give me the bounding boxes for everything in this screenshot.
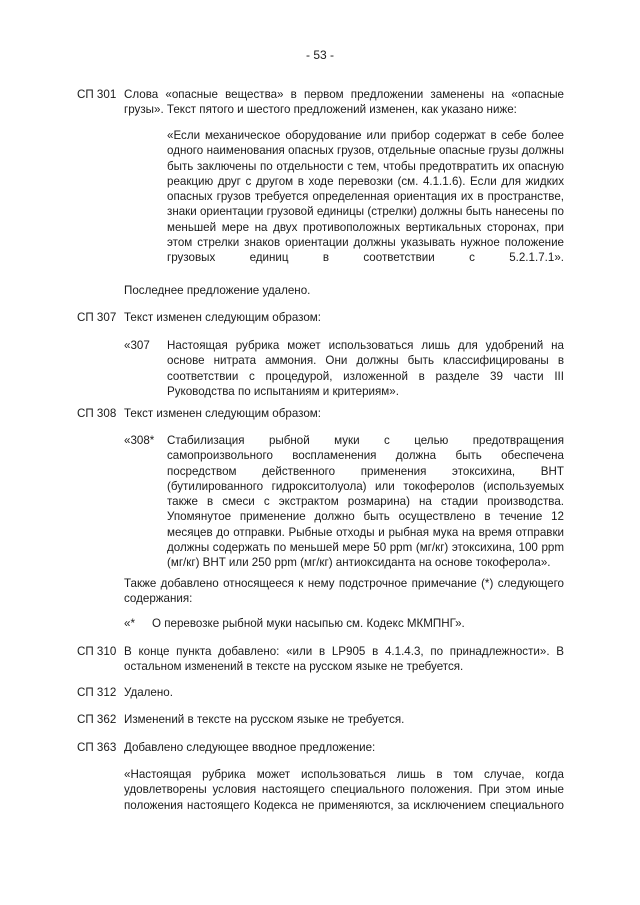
sp308-code: СП 308 — [77, 407, 117, 420]
sp363-text: Добавлено следующее вводное предложение: — [124, 741, 376, 754]
sp307-code: СП 307 — [77, 311, 117, 324]
sp301-note: Последнее предложение удалено. — [124, 284, 311, 297]
sp363-code: СП 363 — [77, 741, 117, 754]
sp312-text: Удалено. — [124, 686, 173, 699]
sp307-quote: Настоящая рубрика может использоваться лишь для удобрений на основе нитрата аммония. Они должны быть классифицированы в соответствии с процедурой, изложенной в разделе 39 части III Руководства по испытаниям и критериям». — [167, 339, 564, 398]
sp362-text: Изменений в тексте на русском языке не требуется. — [124, 713, 405, 726]
sp308-footnote-marker: «* — [124, 617, 135, 630]
sp312-code: СП 312 — [77, 686, 117, 699]
sp308-footnote-quote: О перевозке рыбной муки насыпью см. Кодекс МКМПНГ». — [152, 617, 465, 630]
sp301-code: СП 301 — [77, 88, 117, 101]
sp307-text: Текст изменен следующим образом: — [124, 311, 321, 324]
sp301-quote: «Если механическое оборудование или прибор содержат в себе более одного наименования опасных грузов, отдельные опасные грузы должны быть заключены по отдельности с тем, чтобы предотвратить их опасную реакцию друг с другом в ходе перевозки (см. 4.1.1.6). Если для жидких опасных грузов требуется определенная ориентация их в пространстве, знаки ориентации грузовой единицы (стрелки) должны быть нанесены по меньшей мере на двух противоположных вертикальных сторонах, при этом стрелки знаков ориентации должны указывать нужное положение грузовых единиц в соответствии с 5.2.1.7.1». — [167, 129, 564, 265]
sp310-text: В конце пункта добавлено: «или в LP905 в 4.1.4.3, по принадлежности». В остальном изменений в тексте на русском языке не требуется. — [124, 645, 564, 674]
sp308-footnote-text: Также добавлено относящееся к нему подстрочное примечание (*) следующего содержания: — [124, 577, 564, 606]
sp301-text: Слова «опасные вещества» в первом предложении заменены на «опасные грузы». Текст пятого и шестого предложений изменен, как указано ниже: — [124, 88, 564, 117]
sp308-quote: Стабилизация рыбной муки с целью предотвращения самопроизвольного воспламенения должна быть обеспечена посредством действенного применения этоксихина, BHT (бутилированного гидрокситолуола) или токоферолов (используемых также в смеси с экстрактом розмарина) на стадии производства. Упомянутое применение должно быть осуществлено в течение 12 месяцев до отправки. Рыбные отходы и рыбная мука на время отправки должны содержать по меньшей мере 50 ppm (мг/кг) этоксихина, 100 ppm (мг/кг) BHT или 250 ppm (мг/кг) антиоксиданта на основе токоферола». — [167, 434, 564, 570]
sp308-text: Текст изменен следующим образом: — [124, 407, 321, 420]
sp363-quote: «Настоящая рубрика может использоваться лишь в том случае, когда удовлетворены условия настоящего специального положения. При этом иные положения настоящего Кодекса не применяются, за исключением специального — [124, 768, 564, 812]
page-number: - 53 - — [305, 48, 334, 62]
sp308-marker: «308* — [124, 434, 155, 447]
sp310-code: СП 310 — [77, 645, 117, 658]
sp362-code: СП 362 — [77, 713, 117, 726]
sp307-marker: «307 — [124, 339, 150, 352]
